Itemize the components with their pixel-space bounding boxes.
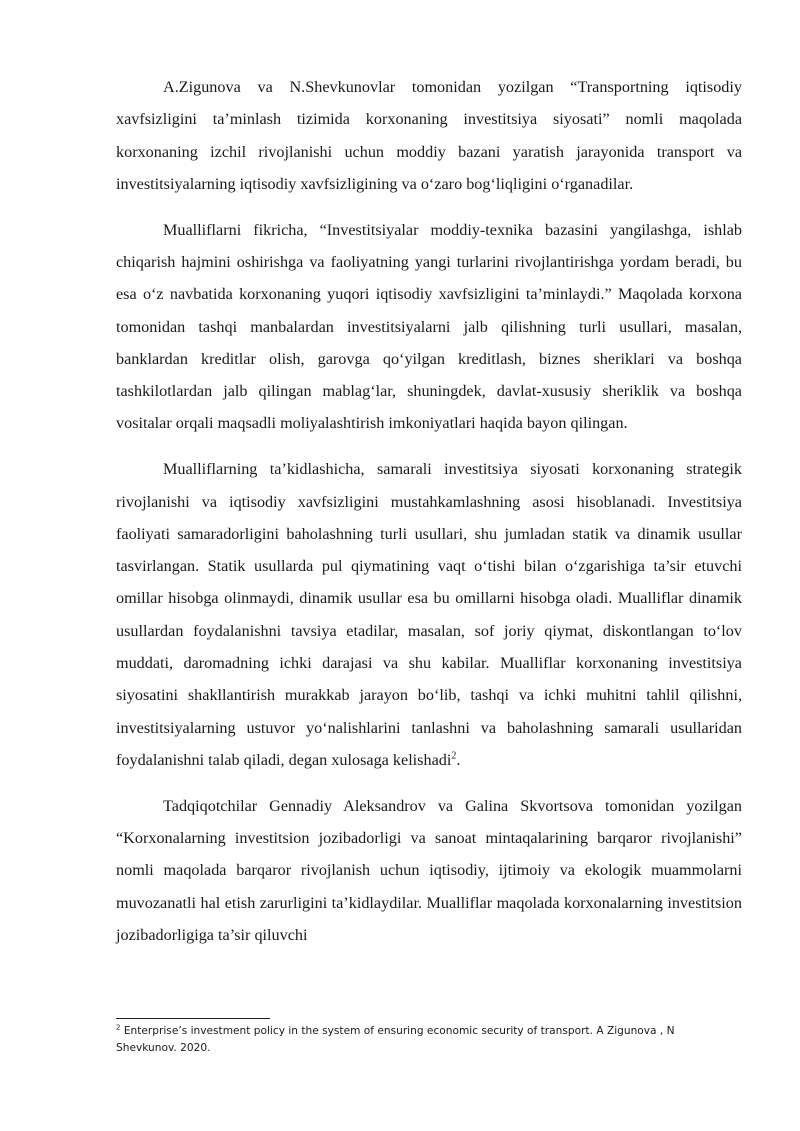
paragraph-2-text: Mualliflarni fikricha, “Investitsiyalar moddiy-texnika bazasini yangilashga, ishlab chiqarish hajmini oshirishga va faoliyatning yangi turlarini rivojlantirishga yordam beradi, bu esa o‘z navbatida korxonaning yuqori iqtisodiy xavfsizligini ta’minlaydi.” Maqolada korxona tomonidan tashqi manbalardan investitsiyalarni jalb qilishning turli usullari, masalan, banklardan kreditlar olish, garovga qo‘yilgan kreditlash, biznes sheriklari va boshqa tashkilotlardan jalb qilingan mablag‘lar, shuningdek, davlat-xususiy sheriklik va boshqa vositalar orqali maqsadli moliyalashtirish imkoniyatlari haqida bayon qilingan. [116,220,742,433]
footnote-text: Enterprise’s investment policy in the system of ensuring economic security of transport. A Zigunova , N Shevkunov. 2020. [116,1025,675,1054]
paragraph-3-text: Mualliflarning ta’kidlashicha, samarali investitsiya siyosati korxonaning strategik rivojlanishi va iqtisodiy xavfsizligini mustahkamlashning asosi hisoblanadi. Investitsiya faoliyati samaradorligini baholashning turli usullari, shu jumladan statik va dinamik usullar tasvirlangan. Statik usullarda pul qiymatining vaqt o‘tishi bilan o‘zgarishiga ta’sir etuvchi omillar hisobga olinmaydi, dinamik usullar esa bu omillarni hisobga oladi. Mualliflar dinamik usullardan foydalanishni tavsiya etadilar, masalan, sof joriy qiymat, diskontlangan to‘lov muddati, daromadning ichki darajasi va shu kabilar. Mualliflar korxonaning investitsiya siyosatini shakllantirish murakkab jarayon bo‘lib, tashqi va ichki muhitni tahlil qilishni, investitsiyalarning ustuvor yo‘nalishlarini tanlashni va baholashning samarali usullaridan foydalanishni talab qiladi, degan xulosaga kelishadi [116,460,742,769]
paragraph-3 [116,453,742,776]
footnote [116,1023,716,1057]
paragraph-2 [116,214,742,440]
paragraph-4-text: Tadqiqotchilar Gennadiy Aleksandrov va Galina Skvortsova tomonidan yozilgan “Korxonalarning investitsion jozibadorligi va sanoat mintaqalarining barqaror rivojlanishi” nomli maqolada barqaror rivojlanish uchun iqtisodiy, ijtimoiy va ekologik muammolarni muvozanatli hal etish zarurligini ta’kidlaydilar. Mualliflar maqolada korxonalarning investitsion jozibadorligiga ta’sir qiluvchi [116,796,742,944]
paragraph-4 [116,790,742,951]
body-text [116,71,742,951]
footnote-reference[interactable]: 2 [451,750,457,762]
footnote-number: 2 [116,1023,121,1032]
paragraph-1-text: A.Zigunova va N.Shevkunovlar tomonidan yozilgan “Transportning iqtisodiy xavfsizligini ta’minlash tizimida korxonaning investitsiya siyosati” nomli maqolada korxonaning izchil rivojlanishi uchun moddiy bazani yaratish jarayonida transport va investitsiyalarning iqtisodiy xavfsizligining va o‘zaro bog‘liqligini o‘rganadilar. [116,78,742,193]
paragraph-1 [116,71,742,200]
paragraph-3-tail: . [456,750,461,769]
footnote-separator [116,1018,270,1019]
